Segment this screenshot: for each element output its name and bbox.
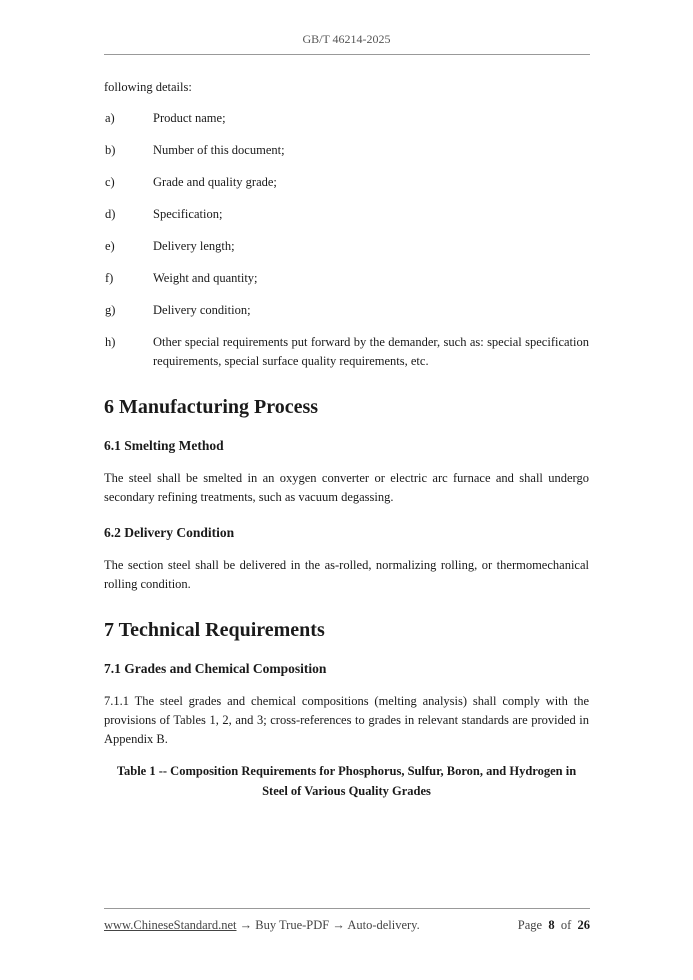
section-6-2-heading: 6.2 Delivery Condition (104, 525, 235, 540)
list-item-label: f) (105, 271, 114, 285)
list-item (104, 141, 589, 160)
page-number (518, 918, 590, 933)
section-6-2-text: The section steel shall be delivered in the as-rolled, normalizing rolling, or thermomechanical rolling condition. (104, 558, 589, 591)
list-item (104, 173, 589, 192)
list-item-text: Product name; (153, 111, 226, 125)
section-6-1-heading: 6.1 Smelting Method (104, 438, 224, 453)
page-footer (104, 918, 590, 933)
list-item-text: Grade and quality grade; (153, 175, 277, 189)
section-7-heading: 7 Technical Requirements (104, 619, 325, 641)
current-page: 8 (548, 918, 555, 932)
list-item-label: g) (105, 303, 116, 317)
section-6-heading: 6 Manufacturing Process (104, 396, 319, 418)
details-list (104, 109, 589, 371)
list-item (104, 333, 589, 371)
footer-left (104, 918, 420, 933)
list-item-text: Delivery length; (153, 239, 235, 253)
list-item-text: Number of this document; (153, 143, 285, 157)
list-item-text: Delivery condition; (153, 303, 251, 317)
header-divider (104, 54, 590, 55)
website-link[interactable]: www.ChineseStandard.net (104, 918, 237, 932)
footer-divider (104, 908, 590, 909)
of-label: of (560, 918, 572, 932)
list-item-text: Weight and quantity; (153, 271, 258, 285)
list-item-label: c) (105, 175, 115, 189)
arrow-icon: → (332, 918, 345, 932)
total-pages: 26 (577, 918, 590, 932)
intro-text: following details: (104, 80, 192, 94)
header-title: GB/T 46214-2025 (302, 32, 391, 46)
list-item-label: a) (105, 111, 115, 125)
list-item-label: b) (105, 143, 116, 157)
list-item-label: e) (105, 239, 115, 253)
list-item (104, 205, 589, 224)
arrow-icon: → (239, 918, 253, 932)
auto-delivery-text: Auto-delivery. (347, 918, 420, 932)
section-7-1-heading: 7.1 Grades and Chemical Composition (104, 661, 327, 676)
list-item-text: Specification; (153, 207, 223, 221)
buy-pdf-text: Buy True-PDF (255, 918, 330, 932)
page-label: Page (517, 918, 543, 932)
list-item-label: d) (105, 207, 116, 221)
table-caption-line: Table 1 -- Composition Requirements for Phosphorus, Sulfur, Boron, and Hydrogen in (116, 764, 577, 778)
table-caption-line: Steel of Various Quality Grades (262, 784, 431, 798)
section-7-1-1-text: 7.1.1 The steel grades and chemical compositions (melting analysis) shall comply with the provisions of Tables 1, 2, and 3; cross-references to grades in relevant standards are provided in Appendix B. (104, 694, 589, 746)
list-item-text: Other special requirements put forward by the demander, such as: special specification requirements, special surface quality requirements, etc. (153, 335, 589, 368)
list-item (104, 237, 589, 256)
table-1-caption (104, 761, 589, 801)
list-item-label: h) (105, 335, 116, 349)
list-item (104, 109, 589, 128)
page-content (104, 78, 589, 801)
section-6-1-text: The steel shall be smelted in an oxygen converter or electric arc furnace and shall undergo secondary refining treatments, such as vacuum degassing. (104, 471, 589, 504)
list-item (104, 269, 589, 288)
list-item (104, 301, 589, 320)
